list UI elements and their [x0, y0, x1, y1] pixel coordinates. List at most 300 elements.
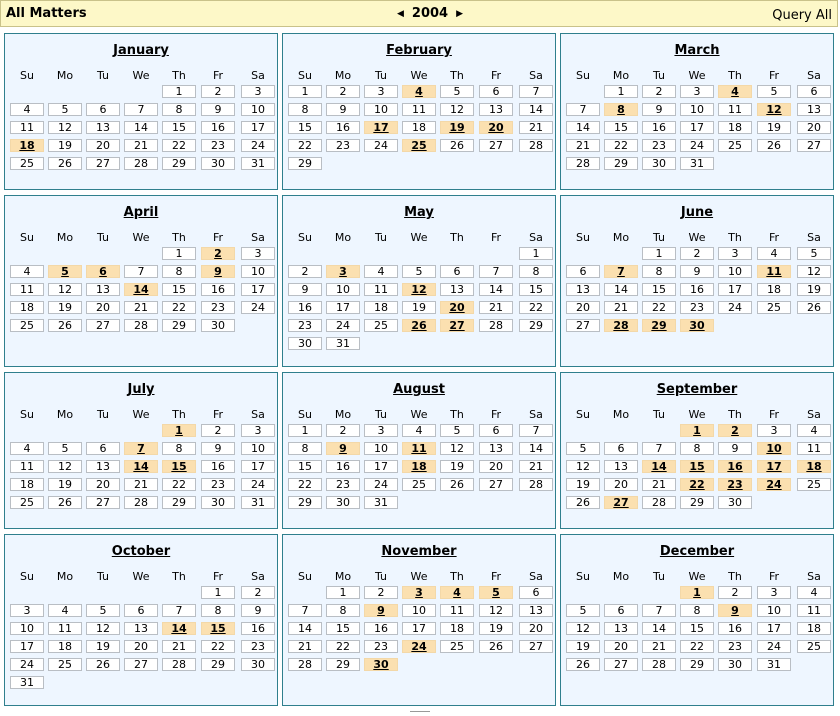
day-cell[interactable]: 13	[479, 442, 513, 455]
day-cell[interactable]: 29	[162, 157, 196, 170]
day-cell[interactable]: 1	[162, 247, 196, 260]
day-cell-with-matter[interactable]: 9	[201, 265, 235, 278]
day-cell-with-matter[interactable]: 3	[402, 586, 436, 599]
day-cell[interactable]: 22	[162, 478, 196, 491]
day-cell[interactable]: 17	[241, 460, 275, 473]
day-cell[interactable]: 23	[201, 139, 235, 152]
day-cell[interactable]: 28	[479, 319, 513, 332]
day-cell[interactable]: 12	[797, 265, 831, 278]
day-cell[interactable]: 19	[86, 640, 120, 653]
day-cell[interactable]: 14	[288, 622, 322, 635]
day-cell-with-matter[interactable]: 12	[757, 103, 791, 116]
day-cell[interactable]: 29	[604, 157, 638, 170]
day-cell-with-matter[interactable]: 5	[479, 586, 513, 599]
day-cell-with-matter[interactable]: 23	[718, 478, 752, 491]
day-cell-with-matter[interactable]: 17	[757, 460, 791, 473]
day-cell[interactable]: 6	[604, 604, 638, 617]
day-cell[interactable]: 2	[241, 586, 275, 599]
day-cell[interactable]: 20	[86, 301, 120, 314]
day-cell[interactable]: 26	[566, 658, 600, 671]
day-cell[interactable]: 10	[364, 442, 398, 455]
day-cell[interactable]: 7	[642, 442, 676, 455]
day-cell-with-matter[interactable]: 9	[718, 604, 752, 617]
day-cell[interactable]: 18	[364, 301, 398, 314]
day-cell[interactable]: 17	[757, 622, 791, 635]
bottom-handle[interactable]	[410, 711, 430, 715]
day-cell[interactable]: 18	[797, 622, 831, 635]
day-cell-with-matter[interactable]: 7	[604, 265, 638, 278]
day-cell[interactable]: 11	[10, 121, 44, 134]
day-cell[interactable]: 13	[86, 283, 120, 296]
day-cell[interactable]: 21	[124, 478, 158, 491]
day-cell[interactable]: 12	[440, 103, 474, 116]
day-cell[interactable]: 24	[364, 478, 398, 491]
day-cell-with-matter[interactable]: 15	[162, 460, 196, 473]
day-cell[interactable]: 29	[162, 319, 196, 332]
day-cell[interactable]: 28	[162, 658, 196, 671]
day-cell[interactable]: 20	[519, 622, 553, 635]
day-cell[interactable]: 28	[642, 496, 676, 509]
month-title[interactable]: May	[404, 205, 434, 220]
day-cell[interactable]: 24	[241, 478, 275, 491]
day-cell[interactable]: 2	[326, 424, 360, 437]
day-cell-with-matter[interactable]: 30	[364, 658, 398, 671]
day-cell[interactable]: 31	[326, 337, 360, 350]
day-cell-with-matter[interactable]: 1	[680, 424, 714, 437]
day-cell[interactable]: 10	[241, 265, 275, 278]
day-cell-with-matter[interactable]: 8	[604, 103, 638, 116]
day-cell[interactable]: 25	[10, 157, 44, 170]
day-cell[interactable]: 4	[797, 424, 831, 437]
day-cell[interactable]: 31	[680, 157, 714, 170]
day-cell[interactable]: 5	[440, 424, 474, 437]
day-cell[interactable]: 2	[201, 85, 235, 98]
day-cell[interactable]: 5	[566, 604, 600, 617]
day-cell[interactable]: 22	[326, 640, 360, 653]
day-cell[interactable]: 14	[124, 121, 158, 134]
day-cell[interactable]: 23	[241, 640, 275, 653]
day-cell[interactable]: 22	[162, 139, 196, 152]
day-cell[interactable]: 26	[48, 496, 82, 509]
day-cell[interactable]: 1	[288, 85, 322, 98]
month-title[interactable]: October	[111, 544, 171, 559]
day-cell[interactable]: 28	[566, 157, 600, 170]
day-cell[interactable]: 31	[364, 496, 398, 509]
day-cell[interactable]: 17	[241, 283, 275, 296]
day-cell[interactable]: 15	[162, 121, 196, 134]
day-cell[interactable]: 13	[797, 103, 831, 116]
day-cell[interactable]: 24	[757, 640, 791, 653]
day-cell[interactable]: 18	[10, 301, 44, 314]
day-cell-with-matter[interactable]: 14	[124, 460, 158, 473]
day-cell[interactable]: 4	[48, 604, 82, 617]
month-title[interactable]: August	[393, 382, 445, 397]
day-cell[interactable]: 29	[288, 157, 322, 170]
day-cell[interactable]: 4	[797, 586, 831, 599]
day-cell[interactable]: 12	[48, 121, 82, 134]
day-cell[interactable]: 4	[364, 265, 398, 278]
day-cell[interactable]: 1	[519, 247, 553, 260]
day-cell-with-matter[interactable]: 14	[124, 283, 158, 296]
day-cell[interactable]: 21	[162, 640, 196, 653]
day-cell[interactable]: 5	[402, 265, 436, 278]
day-cell[interactable]: 10	[10, 622, 44, 635]
day-cell[interactable]: 15	[326, 622, 360, 635]
day-cell[interactable]: 21	[479, 301, 513, 314]
day-cell[interactable]: 25	[10, 319, 44, 332]
day-cell-with-matter[interactable]: 14	[642, 460, 676, 473]
day-cell-with-matter[interactable]: 1	[680, 586, 714, 599]
day-cell[interactable]: 2	[718, 586, 752, 599]
day-cell[interactable]: 31	[241, 496, 275, 509]
day-cell[interactable]: 20	[124, 640, 158, 653]
day-cell[interactable]: 9	[718, 442, 752, 455]
day-cell[interactable]: 16	[364, 622, 398, 635]
day-cell[interactable]: 21	[124, 301, 158, 314]
day-cell[interactable]: 25	[364, 319, 398, 332]
next-year-arrow-icon[interactable]: ▶	[456, 8, 464, 19]
day-cell-with-matter[interactable]: 26	[402, 319, 436, 332]
day-cell[interactable]: 22	[519, 301, 553, 314]
day-cell[interactable]: 4	[10, 103, 44, 116]
month-title[interactable]: April	[123, 205, 159, 220]
day-cell-with-matter[interactable]: 24	[757, 478, 791, 491]
day-cell[interactable]: 6	[797, 85, 831, 98]
day-cell[interactable]: 20	[566, 301, 600, 314]
day-cell[interactable]: 26	[797, 301, 831, 314]
day-cell[interactable]: 13	[519, 604, 553, 617]
day-cell[interactable]: 28	[124, 319, 158, 332]
day-cell-with-matter[interactable]: 15	[201, 622, 235, 635]
day-cell[interactable]: 18	[757, 283, 791, 296]
day-cell[interactable]: 20	[604, 478, 638, 491]
day-cell[interactable]: 16	[201, 121, 235, 134]
day-cell-with-matter[interactable]: 18	[402, 460, 436, 473]
day-cell[interactable]: 25	[10, 496, 44, 509]
day-cell[interactable]: 21	[519, 121, 553, 134]
day-cell[interactable]: 16	[680, 283, 714, 296]
day-cell[interactable]: 15	[288, 460, 322, 473]
day-cell[interactable]: 30	[642, 157, 676, 170]
day-cell[interactable]: 13	[124, 622, 158, 635]
day-cell[interactable]: 27	[479, 139, 513, 152]
day-cell[interactable]: 19	[440, 460, 474, 473]
day-cell[interactable]: 14	[642, 622, 676, 635]
day-cell[interactable]: 9	[201, 442, 235, 455]
day-cell-with-matter[interactable]: 6	[86, 265, 120, 278]
day-cell-with-matter[interactable]: 30	[680, 319, 714, 332]
day-cell[interactable]: 2	[642, 85, 676, 98]
day-cell[interactable]: 18	[10, 478, 44, 491]
day-cell[interactable]: 25	[797, 478, 831, 491]
day-cell[interactable]: 12	[566, 460, 600, 473]
day-cell[interactable]: 30	[326, 496, 360, 509]
day-cell[interactable]: 11	[48, 622, 82, 635]
day-cell[interactable]: 18	[402, 121, 436, 134]
day-cell[interactable]: 23	[201, 478, 235, 491]
day-cell[interactable]: 29	[519, 319, 553, 332]
day-cell[interactable]: 27	[519, 640, 553, 653]
day-cell[interactable]: 26	[757, 139, 791, 152]
day-cell[interactable]: 8	[288, 442, 322, 455]
day-cell[interactable]: 16	[201, 283, 235, 296]
day-cell[interactable]: 3	[680, 85, 714, 98]
day-cell[interactable]: 19	[402, 301, 436, 314]
day-cell-with-matter[interactable]: 11	[402, 442, 436, 455]
day-cell[interactable]: 20	[86, 139, 120, 152]
day-cell[interactable]: 27	[86, 157, 120, 170]
day-cell[interactable]: 1	[162, 85, 196, 98]
day-cell[interactable]: 11	[440, 604, 474, 617]
day-cell-with-matter[interactable]: 4	[718, 85, 752, 98]
day-cell[interactable]: 6	[86, 103, 120, 116]
day-cell[interactable]: 26	[440, 478, 474, 491]
day-cell[interactable]: 27	[566, 319, 600, 332]
day-cell[interactable]: 29	[680, 496, 714, 509]
day-cell[interactable]: 21	[642, 640, 676, 653]
day-cell[interactable]: 26	[86, 658, 120, 671]
day-cell[interactable]: 3	[757, 424, 791, 437]
day-cell[interactable]: 17	[326, 301, 360, 314]
day-cell[interactable]: 7	[288, 604, 322, 617]
day-cell[interactable]: 31	[241, 157, 275, 170]
day-cell[interactable]: 6	[440, 265, 474, 278]
day-cell[interactable]: 3	[241, 424, 275, 437]
day-cell[interactable]: 10	[402, 604, 436, 617]
day-cell-with-matter[interactable]: 29	[642, 319, 676, 332]
day-cell[interactable]: 12	[48, 460, 82, 473]
day-cell[interactable]: 30	[201, 157, 235, 170]
day-cell[interactable]: 3	[364, 424, 398, 437]
day-cell[interactable]: 12	[86, 622, 120, 635]
day-cell[interactable]: 28	[124, 496, 158, 509]
day-cell[interactable]: 5	[797, 247, 831, 260]
day-cell[interactable]: 18	[718, 121, 752, 134]
day-cell[interactable]: 24	[364, 139, 398, 152]
month-title[interactable]: July	[127, 382, 155, 397]
day-cell[interactable]: 9	[288, 283, 322, 296]
day-cell-with-matter[interactable]: 28	[604, 319, 638, 332]
day-cell[interactable]: 13	[604, 460, 638, 473]
day-cell[interactable]: 23	[201, 301, 235, 314]
day-cell[interactable]: 15	[680, 622, 714, 635]
day-cell-with-matter[interactable]: 19	[440, 121, 474, 134]
day-cell-with-matter[interactable]: 11	[757, 265, 791, 278]
day-cell[interactable]: 26	[479, 640, 513, 653]
day-cell[interactable]: 3	[364, 85, 398, 98]
day-cell[interactable]: 11	[402, 103, 436, 116]
day-cell[interactable]: 27	[86, 496, 120, 509]
day-cell[interactable]: 12	[479, 604, 513, 617]
day-cell[interactable]: 24	[680, 139, 714, 152]
day-cell[interactable]: 16	[642, 121, 676, 134]
day-cell-with-matter[interactable]: 12	[402, 283, 436, 296]
day-cell[interactable]: 28	[519, 478, 553, 491]
day-cell[interactable]: 7	[566, 103, 600, 116]
day-cell[interactable]: 28	[124, 157, 158, 170]
query-all-link[interactable]: Query All	[772, 8, 832, 23]
day-cell[interactable]: 5	[86, 604, 120, 617]
day-cell[interactable]: 29	[162, 496, 196, 509]
day-cell[interactable]: 20	[604, 640, 638, 653]
day-cell[interactable]: 14	[519, 103, 553, 116]
day-cell[interactable]: 23	[718, 640, 752, 653]
day-cell[interactable]: 19	[479, 622, 513, 635]
day-cell[interactable]: 16	[718, 622, 752, 635]
day-cell[interactable]: 15	[642, 283, 676, 296]
day-cell[interactable]: 22	[162, 301, 196, 314]
day-cell[interactable]: 6	[604, 442, 638, 455]
day-cell-with-matter[interactable]: 1	[162, 424, 196, 437]
day-cell[interactable]: 31	[757, 658, 791, 671]
day-cell[interactable]: 4	[757, 247, 791, 260]
day-cell[interactable]: 21	[124, 139, 158, 152]
day-cell[interactable]: 9	[201, 103, 235, 116]
day-cell[interactable]: 8	[642, 265, 676, 278]
day-cell-with-matter[interactable]: 3	[326, 265, 360, 278]
day-cell[interactable]: 5	[440, 85, 474, 98]
day-cell-with-matter[interactable]: 10	[757, 442, 791, 455]
day-cell[interactable]: 19	[566, 640, 600, 653]
day-cell[interactable]: 19	[48, 139, 82, 152]
month-title[interactable]: December	[659, 544, 735, 559]
day-cell-with-matter[interactable]: 2	[201, 247, 235, 260]
day-cell[interactable]: 22	[604, 139, 638, 152]
day-cell[interactable]: 27	[797, 139, 831, 152]
day-cell[interactable]: 19	[757, 121, 791, 134]
day-cell[interactable]: 15	[288, 121, 322, 134]
day-cell[interactable]: 1	[201, 586, 235, 599]
day-cell[interactable]: 23	[326, 139, 360, 152]
day-cell[interactable]: 17	[10, 640, 44, 653]
day-cell[interactable]: 9	[680, 265, 714, 278]
day-cell[interactable]: 8	[162, 103, 196, 116]
day-cell[interactable]: 7	[124, 265, 158, 278]
day-cell[interactable]: 21	[642, 478, 676, 491]
day-cell[interactable]: 26	[440, 139, 474, 152]
day-cell-with-matter[interactable]: 14	[162, 622, 196, 635]
day-cell[interactable]: 6	[519, 586, 553, 599]
day-cell[interactable]: 20	[797, 121, 831, 134]
day-cell[interactable]: 1	[604, 85, 638, 98]
day-cell[interactable]: 17	[680, 121, 714, 134]
day-cell[interactable]: 26	[566, 496, 600, 509]
day-cell[interactable]: 23	[288, 319, 322, 332]
day-cell[interactable]: 7	[124, 103, 158, 116]
day-cell[interactable]: 8	[162, 442, 196, 455]
day-cell[interactable]: 2	[288, 265, 322, 278]
day-cell[interactable]: 25	[718, 139, 752, 152]
day-cell[interactable]: 5	[48, 103, 82, 116]
day-cell[interactable]: 23	[364, 640, 398, 653]
day-cell[interactable]: 18	[440, 622, 474, 635]
day-cell[interactable]: 10	[241, 103, 275, 116]
day-cell[interactable]: 24	[10, 658, 44, 671]
day-cell[interactable]: 29	[201, 658, 235, 671]
day-cell[interactable]: 11	[364, 283, 398, 296]
day-cell-with-matter[interactable]: 27	[604, 496, 638, 509]
day-cell-with-matter[interactable]: 22	[680, 478, 714, 491]
day-cell[interactable]: 28	[288, 658, 322, 671]
day-cell[interactable]: 18	[48, 640, 82, 653]
day-cell[interactable]: 30	[718, 658, 752, 671]
day-cell[interactable]: 28	[519, 139, 553, 152]
day-cell[interactable]: 27	[124, 658, 158, 671]
day-cell[interactable]: 24	[718, 301, 752, 314]
day-cell[interactable]: 5	[566, 442, 600, 455]
day-cell[interactable]: 2	[326, 85, 360, 98]
day-cell-with-matter[interactable]: 16	[718, 460, 752, 473]
day-cell[interactable]: 26	[48, 319, 82, 332]
day-cell[interactable]: 16	[326, 460, 360, 473]
month-title[interactable]: January	[113, 43, 169, 58]
day-cell[interactable]: 15	[519, 283, 553, 296]
day-cell[interactable]: 19	[48, 478, 82, 491]
day-cell[interactable]: 23	[642, 139, 676, 152]
month-title[interactable]: March	[674, 43, 720, 58]
day-cell[interactable]: 14	[519, 442, 553, 455]
day-cell-with-matter[interactable]: 15	[680, 460, 714, 473]
day-cell[interactable]: 8	[288, 103, 322, 116]
day-cell-with-matter[interactable]: 17	[364, 121, 398, 134]
day-cell[interactable]: 21	[288, 640, 322, 653]
day-cell[interactable]: 1	[326, 586, 360, 599]
day-cell[interactable]: 6	[86, 442, 120, 455]
day-cell-with-matter[interactable]: 20	[440, 301, 474, 314]
day-cell[interactable]: 8	[326, 604, 360, 617]
day-cell[interactable]: 15	[604, 121, 638, 134]
day-cell[interactable]: 17	[241, 121, 275, 134]
day-cell[interactable]: 10	[680, 103, 714, 116]
day-cell[interactable]: 29	[680, 658, 714, 671]
day-cell[interactable]: 13	[440, 283, 474, 296]
day-cell[interactable]: 25	[48, 658, 82, 671]
day-cell[interactable]: 23	[680, 301, 714, 314]
day-cell[interactable]: 22	[642, 301, 676, 314]
day-cell[interactable]: 27	[86, 319, 120, 332]
day-cell[interactable]: 5	[48, 442, 82, 455]
day-cell[interactable]: 23	[326, 478, 360, 491]
day-cell[interactable]: 29	[326, 658, 360, 671]
day-cell[interactable]: 24	[326, 319, 360, 332]
day-cell-with-matter[interactable]: 2	[718, 424, 752, 437]
day-cell[interactable]: 20	[479, 460, 513, 473]
day-cell[interactable]: 22	[288, 139, 322, 152]
day-cell[interactable]: 13	[86, 121, 120, 134]
day-cell-with-matter[interactable]: 5	[48, 265, 82, 278]
day-cell[interactable]: 14	[604, 283, 638, 296]
day-cell[interactable]: 16	[288, 301, 322, 314]
day-cell[interactable]: 5	[757, 85, 791, 98]
day-cell[interactable]: 12	[48, 283, 82, 296]
day-cell[interactable]: 17	[364, 460, 398, 473]
day-cell[interactable]: 3	[757, 586, 791, 599]
day-cell[interactable]: 7	[519, 424, 553, 437]
month-title[interactable]: June	[680, 205, 714, 220]
day-cell[interactable]: 3	[718, 247, 752, 260]
day-cell[interactable]: 11	[10, 460, 44, 473]
day-cell[interactable]: 13	[86, 460, 120, 473]
day-cell[interactable]: 27	[479, 478, 513, 491]
day-cell[interactable]: 3	[241, 247, 275, 260]
day-cell[interactable]: 10	[241, 442, 275, 455]
day-cell[interactable]: 7	[519, 85, 553, 98]
day-cell-with-matter[interactable]: 24	[402, 640, 436, 653]
day-cell[interactable]: 30	[241, 658, 275, 671]
day-cell[interactable]: 14	[566, 121, 600, 134]
day-cell[interactable]: 25	[757, 301, 791, 314]
day-cell[interactable]: 9	[642, 103, 676, 116]
